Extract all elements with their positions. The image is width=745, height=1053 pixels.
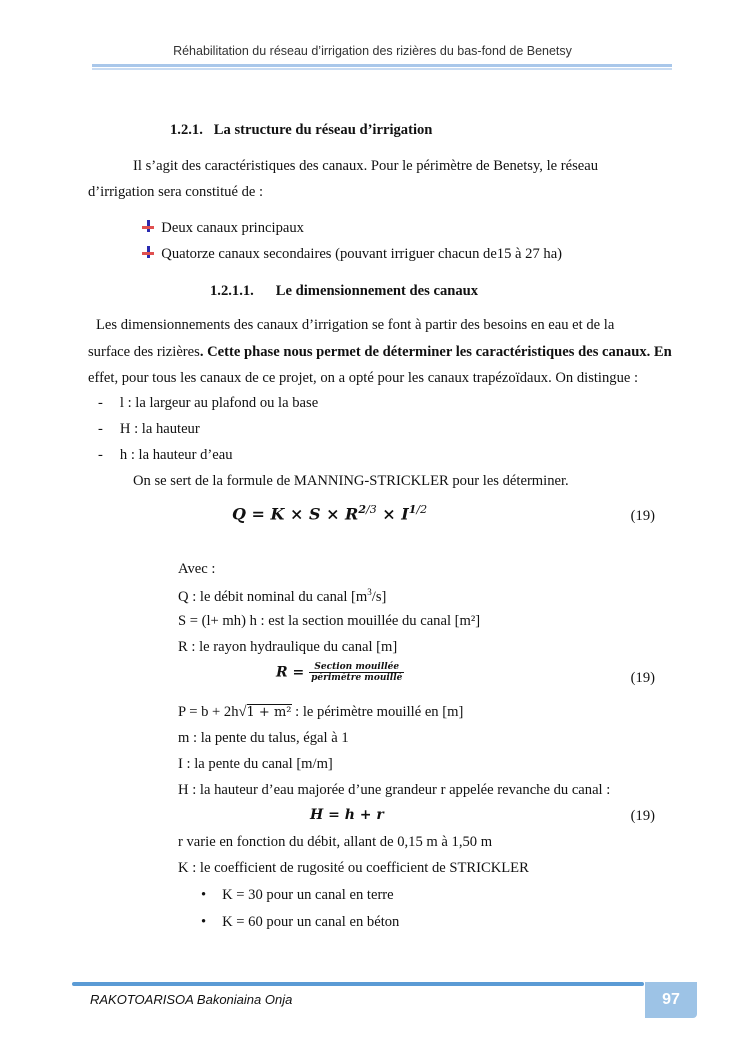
- running-header: Réhabilitation du réseau d’irrigation des rizières du bas-fond de Benetsy: [173, 44, 572, 58]
- section-title: La structure du réseau d’irrigation: [213, 122, 433, 138]
- subsection-title: Le dimensionnement des canaux: [275, 283, 479, 299]
- dash-item: - h : la hauteur d’eau: [98, 447, 233, 463]
- def-sup: 3: [367, 587, 372, 597]
- k-bullet: [201, 914, 399, 931]
- eq-exp: /3: [366, 503, 377, 516]
- manning-line: On se sert de la formule de MANNING-STRICKLER pour les déterminer.: [133, 473, 569, 489]
- definition-m: m : la pente du talus, égal à 1: [178, 730, 349, 746]
- def-text: P = b + 2h√: [178, 704, 247, 720]
- equation-number: (19): [630, 670, 655, 686]
- paragraph-line: effet, pour tous les canaux de ce projet, on a opté pour les canaux trapézoïdaux. On distingue :: [88, 370, 639, 386]
- footer-author: RAKOTOARISOA Bakoniaina Onja: [90, 992, 293, 1007]
- bullet-item: [142, 246, 562, 263]
- bullet-text: K = 30 pour un canal en terre: [222, 887, 394, 903]
- intro-line: d’irrigation sera constitué de :: [88, 184, 264, 200]
- radicand: 1 + m²: [246, 705, 292, 720]
- paragraph-text: . Cette phase nous permet de déterminer les caractéristiques des canaux. En: [199, 344, 672, 360]
- dash-text: l : la largeur au plafond ou la base: [119, 395, 319, 411]
- dash-text: h : la hauteur d’eau: [119, 447, 233, 463]
- page-number: 97: [645, 982, 697, 1018]
- section-heading: [170, 122, 432, 139]
- definition-q: [178, 587, 386, 606]
- equation-freeboard: H = h + r: [310, 807, 384, 823]
- header-rule: [92, 64, 672, 67]
- eq-text: × I: [376, 504, 409, 524]
- bullet-text: K = 60 pour un canal en béton: [222, 914, 400, 930]
- eq-exp: /2: [416, 503, 428, 516]
- dash-item: - H : la hauteur: [98, 421, 200, 437]
- plus-bullet-icon: [142, 220, 154, 232]
- dash-text: H : la hauteur: [119, 421, 200, 437]
- equation-number: (19): [630, 508, 655, 524]
- bullet-text: Quatorze canaux secondaires (pouvant irriguer chacun de15 à 27 ha): [161, 246, 563, 262]
- bullet-text: Deux canaux principaux: [161, 220, 304, 236]
- definition-h: H : la hauteur d’eau majorée d’une grandeur r appelée revanche du canal :: [178, 782, 611, 798]
- definition-p: [178, 704, 463, 721]
- paragraph-text: surface des rizières: [88, 344, 200, 360]
- definition-s: S = (l+ mh) h : est la section mouillée du canal [m²]: [178, 613, 481, 629]
- equation-manning: [232, 503, 427, 523]
- eq-exp: 2: [358, 503, 366, 516]
- paragraph-line: Les dimensionnements des canaux d’irrigation se font à partir des besoins en eau et de la: [96, 317, 615, 333]
- bullet-dot-icon: •: [201, 914, 207, 930]
- definition-i: I : la pente du canal [m/m]: [178, 756, 333, 772]
- avec-label: Avec :: [178, 561, 216, 577]
- definition-r-range: r varie en fonction du débit, allant de 0,15 m à 1,50 m: [178, 834, 493, 850]
- paragraph-line: [88, 344, 672, 361]
- def-text: /s]: [371, 588, 387, 605]
- bullet-dot-icon: •: [201, 887, 207, 903]
- footer-rule: [72, 982, 644, 986]
- section-number: 1.2.1.: [170, 122, 203, 138]
- subsection-number: 1.2.1.1.: [210, 283, 254, 299]
- definition-k: K : le coefficient de rugosité ou coefficient de STRICKLER: [178, 860, 529, 876]
- bullet-item: [142, 220, 304, 237]
- eq-exp: 1: [408, 503, 417, 516]
- k-bullet: [201, 887, 394, 904]
- plus-bullet-icon: [142, 246, 154, 258]
- def-text: Q : le débit nominal du canal [m: [178, 588, 368, 605]
- eq-text: Q = K × S × R: [232, 504, 359, 524]
- def-text: : le périmètre mouillé en [m]: [291, 704, 464, 720]
- eq-text: R =: [276, 664, 310, 681]
- numerator: Section mouillée: [309, 662, 404, 673]
- intro-line: Il s’agit des caractéristiques des canaux. Pour le périmètre de Benetsy, le réseau: [133, 158, 599, 174]
- header-rule-secondary: [92, 68, 672, 70]
- equation-number: (19): [630, 808, 655, 824]
- definition-r: R : le rayon hydraulique du canal [m]: [178, 639, 398, 655]
- denominator: périmètre mouillé: [311, 673, 403, 683]
- dash-item: - l : la largeur au plafond ou la base: [98, 395, 319, 411]
- subsection-heading: [210, 283, 478, 300]
- equation-radius: [276, 662, 404, 683]
- fraction: [309, 662, 404, 683]
